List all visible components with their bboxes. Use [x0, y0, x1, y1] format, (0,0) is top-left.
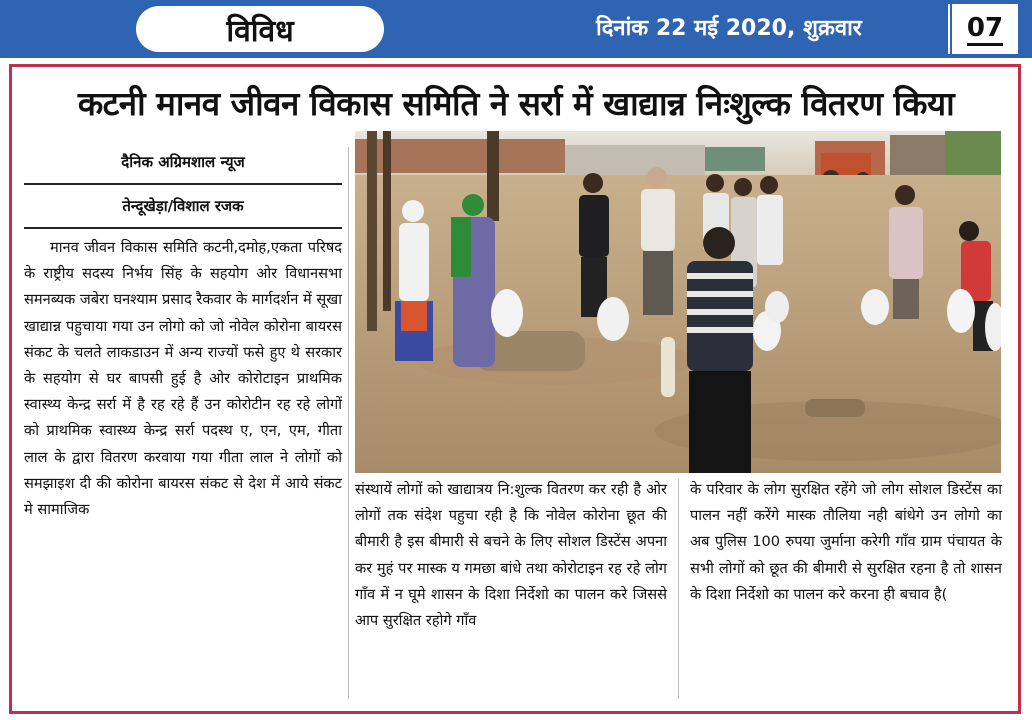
article-body-column-3	[690, 477, 1002, 608]
byline-divider	[24, 183, 342, 185]
page-number-box	[946, 4, 1018, 54]
section-title: विविध	[136, 6, 384, 52]
column-divider	[678, 479, 679, 699]
dateline: तेन्दूखेड़ा/विशाल रजक	[122, 197, 244, 215]
article-body-column-1	[24, 235, 342, 523]
page-number: 07	[967, 13, 1003, 46]
news-source: दैनिक अग्रिमशाल न्यूज	[121, 153, 245, 171]
paragraph: मानव जीवन विकास समिति कटनी,दमोह,एकता परिषद के राष्ट्रीय सदस्य निर्भय सिंह के सहयोग ओर विधानसभा समनब्यक जबेरा घनश्याम प्रसाद रैकवार के मार्गदर्शन में सूखा खाद्यान्न पहुचाया गया उन लोगो को जो नोवेल कोरोना बायरस संकट के चलते लाकडाउन में अन्य राज्यों फसे हुए थे सरकार के सहयोग से घर बापसी हुई है ओर कोरोटाइन प्राथमिक स्वास्थ्य केन्द्र सर्रा में है रह रहे हैं उन कोरोटीन रह रहे लोगों को प्राथमिक स्वास्थ्य केन्द्र सर्रा पदस्थ ए, एन, एम, गीता लाल के द्वारा वितरण करवाया गया गीता लाल ने लोगों को समझाइश दी की कोरोना बायरस संकट से देश में आये संकट मे सामाजिक	[24, 239, 342, 519]
paragraph: संस्थायें लोगों को खाद्यात्रय नि:शुल्क वितरण कर रही है ओर लोगों तक संदेश पहुचा रही है कि नोवेल कोरोना छूत की बीमारी है इस बीमारी से बचने के लिए सोशल डिस्टेंस अपना कर मुहं पर मास्क य गमछा बांधे तथा कोरोटाइन रह रहे लोग गाँव में न घूमे शासन के दिशा निर्देशो का पालन करे जिससे आप सुरक्षित रहोगे गाँव	[355, 481, 667, 630]
article-frame	[9, 64, 1021, 714]
byline-divider	[24, 227, 342, 229]
article-body-column-2	[355, 477, 667, 634]
news-photo	[355, 131, 1001, 473]
issue-date: दिनांक 22 मई 2020, शुक्रवार	[596, 16, 862, 41]
distribution-scene-image	[355, 131, 1001, 473]
column-divider	[348, 147, 349, 699]
left-column	[24, 147, 342, 523]
paragraph: के परिवार के लोग सुरक्षित रहेंगे जो लोग सोशल डिस्टेंस का पालन नहीं करेंगे मास्क तौलिया नही बांधेगे उन लोगो का अब पुलिस 100 रुपया जुर्माना करेगी गाँव ग्राम पंचायत के सभी लोगों को छूत की बीमारी से सुरक्षित रहना है तो शासन के दिशा निर्देशो का पालन करे करना ही बचाव है(	[690, 481, 1002, 603]
article-headline: कटनी मानव जीवन विकास समिति ने सर्रा में खाद्यान्न निःशुल्क वितरण किया	[77, 84, 955, 123]
